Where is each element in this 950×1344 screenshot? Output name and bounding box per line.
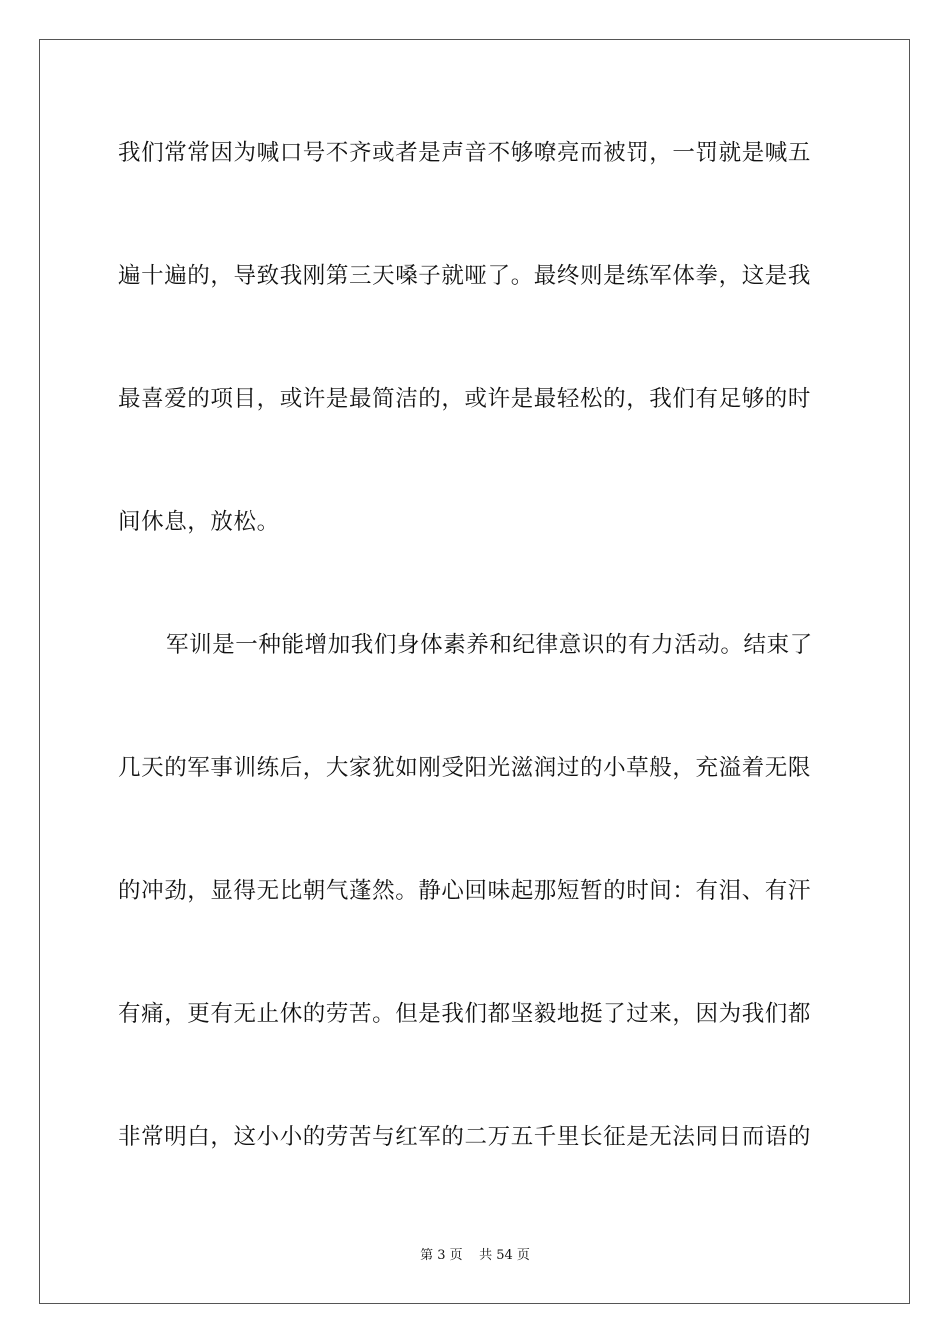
text-line: 遍十遍的，导致我刚第三天嗓子就哑了。最终则是练军体拳，这是我 xyxy=(118,263,812,289)
text-line: 的冲劲，显得无比朝气蓬然。静心回味起那短暂的时间：有泪、有汗 xyxy=(118,878,812,904)
text-line: 几天的军事训练后，大家犹如刚受阳光滋润过的小草般，充溢着无限 xyxy=(118,755,812,781)
text-line: 我们常常因为喊口号不齐或者是声音不够嘹亮而被罚，一罚就是喊五 xyxy=(118,140,812,166)
page-border xyxy=(39,39,910,1304)
page-footer: 第 3 页 共 54 页 xyxy=(420,1248,530,1263)
text-line: 有痛，更有无止休的劳苦。但是我们都坚毅地挺了过来，因为我们都 xyxy=(118,1001,812,1027)
text-line: 间休息，放松。 xyxy=(118,509,280,535)
paragraph-first-line: 军训是一种能增加我们身体素养和纪律意识的有力活动。结束了 xyxy=(166,632,813,658)
text-line: 非常明白，这小小的劳苦与红军的二万五千里长征是无法同日而语的 xyxy=(118,1124,812,1150)
text-line: 最喜爱的项目，或许是最简洁的，或许是最轻松的，我们有足够的时 xyxy=(118,386,812,412)
